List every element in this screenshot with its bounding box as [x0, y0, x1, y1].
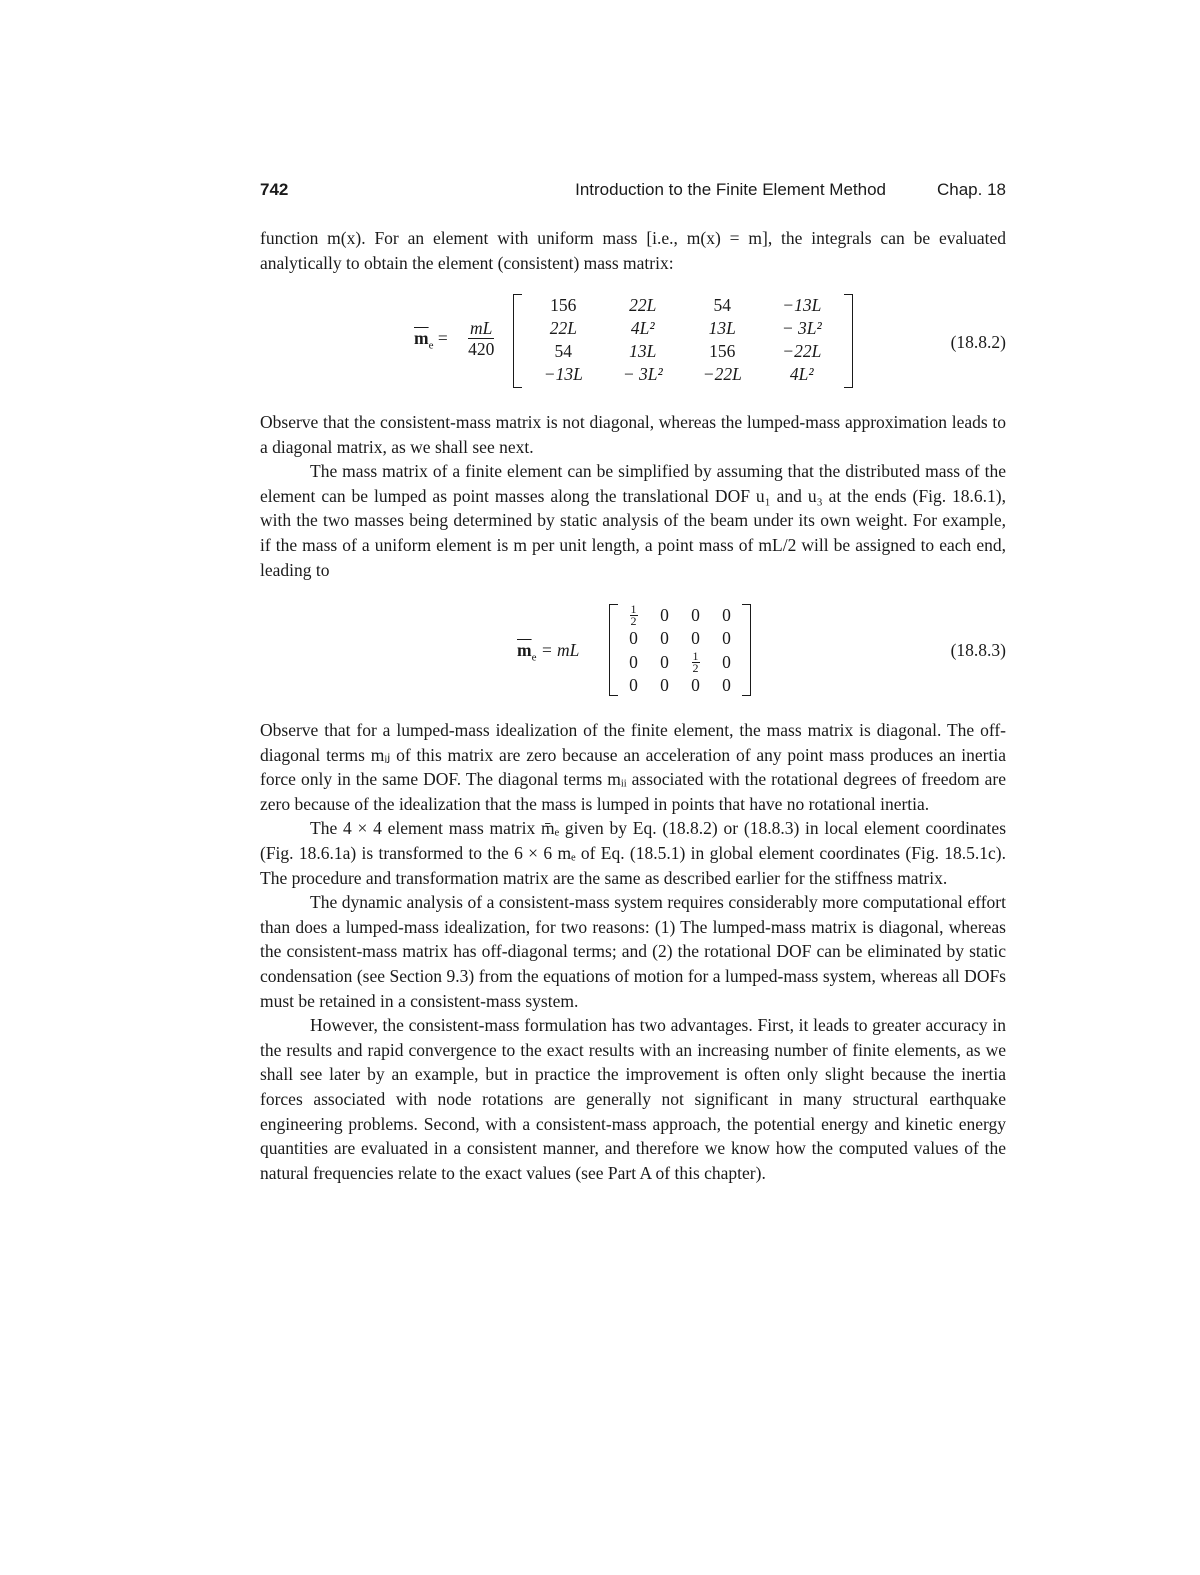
eq2-cell: 0: [660, 628, 669, 649]
eq2-matrix-row: [618, 674, 742, 697]
eq2-cell: 0: [722, 628, 731, 649]
eq2-cell: 0: [722, 674, 731, 695]
eq1-cell: 22L: [549, 318, 577, 338]
eq1-cell: 13L: [629, 341, 657, 361]
page-header: [260, 176, 1006, 204]
eq1-lhs-symbol: $\overline{m}$: [414, 328, 429, 348]
eq2-cell: 0: [629, 674, 638, 695]
eq2-half-denominator: 2: [630, 614, 637, 629]
eq1-lhs-subscript: e: [428, 339, 434, 352]
eq2-number: (18.8.3): [950, 640, 1006, 660]
eq1-scalar-fraction: [468, 318, 494, 359]
eq2-cell: 0: [691, 628, 700, 649]
eq1-lhs: [414, 328, 448, 352]
eq1-matrix-row: [524, 317, 842, 340]
eq1-matrix: [524, 294, 842, 386]
eq2-cell-half: [618, 604, 649, 627]
eq2-equals-ml: = mL: [540, 640, 580, 660]
eq1-fraction-numerator: mL: [470, 318, 493, 338]
eq1-cell: − 3L²: [622, 364, 663, 384]
equation-18-8-2: [260, 292, 1006, 392]
eq2-cell: 0: [660, 674, 669, 695]
eq1-cell: 54: [713, 295, 732, 315]
eq1-cell: −13L: [543, 364, 583, 384]
eq1-cell: −22L: [782, 341, 822, 361]
eq2-left-bracket: [609, 604, 618, 696]
intro-paragraph: [260, 226, 1006, 275]
eq2-cell: 0: [722, 605, 731, 626]
eq1-cell: 4L²: [789, 364, 814, 384]
paragraph-5: The 4 × 4 element mass matrix m̄ₑ given by Eq. (18.8.2) or (18.8.3) in local element coordinates (Fig. 18.6.1a) is transformed to the 6 × 6 mₑ of Eq. (18.5.1) in global element coordinates (Fig. 18.5.1c). The procedure and transformation matrix are the same as described earlier for the stiffness matrix.: [260, 818, 1006, 888]
eq2-cell: 0: [691, 674, 700, 695]
eq2-matrix-row: [618, 627, 742, 650]
eq1-equals: =: [437, 328, 448, 348]
eq1-cell: 156: [550, 295, 577, 315]
eq2-lhs: [517, 640, 579, 664]
equation-18-8-3: [260, 600, 1006, 700]
eq1-right-bracket: [844, 294, 853, 388]
paragraph-7: However, the consistent-mass formulation has two advantages. First, it leads to greater accuracy in the results and rapid convergence to the exact results with an increasing number of finite elements, as we shall see later by an example, but in practice the improvement is often only slight because the inertia forces associated with node rotations are generally not significant in many structural earthquake engineering problems. Second, with a consistent-mass approach, the potential energy and kinetic energy quantities are evaluated in a consistent manner, and therefore we know how the computed values of the natural frequencies relate to the exact values (see Part A of this chapter).: [260, 1015, 1006, 1183]
paragraph-4: Observe that for a lumped-mass idealization of the finite element, the mass matrix is diagonal. The off-diagonal terms mᵢⱼ of this matrix are zero because an acceleration of any point mass produces an inertia force only in the same DOF. The diagonal terms mᵢᵢ associated with the rotational degrees of freedom are zero because of the idealization that the mass is lumped in points that have no rotational inertia.: [260, 720, 1006, 814]
body-text-2: [260, 718, 1006, 1185]
eq1-cell: 156: [709, 341, 736, 361]
eq2-half-numerator: 1: [692, 648, 699, 663]
eq1-cell: 4L²: [630, 318, 655, 338]
eq1-matrix-row: [524, 294, 842, 317]
intro-text: function m(x). For an element with uniform mass [i.e., m(x) = m], the integrals can be evaluated analytically to obtain the element (consistent) mass matrix:: [260, 228, 1006, 273]
eq1-fraction-denominator: 420: [468, 339, 495, 359]
eq1-matrix-row: [524, 363, 842, 386]
eq1-cell: −13L: [782, 295, 822, 315]
eq2-right-bracket: [742, 604, 751, 696]
running-title: Introduction to the Finite Element Method: [575, 180, 886, 199]
eq2-matrix-row: [618, 650, 742, 673]
eq2-cell-half: [680, 650, 711, 673]
eq1-cell: −22L: [702, 364, 742, 384]
paragraph-2: Observe that the consistent-mass matrix is not diagonal, whereas the lumped-mass approximation leads to a diagonal matrix, as we shall see next.: [260, 412, 1006, 457]
eq2-cell: 0: [691, 605, 700, 626]
eq2-cell: 0: [629, 628, 638, 649]
eq2-matrix-row: [618, 604, 742, 627]
chapter-label: Chap. 18: [937, 180, 1006, 199]
eq2-half-denominator: 2: [692, 660, 699, 675]
eq1-cell: − 3L²: [781, 318, 822, 338]
eq1-cell: 13L: [708, 318, 736, 338]
eq2-matrix: [618, 604, 742, 697]
eq2-lhs-subscript: e: [531, 651, 537, 664]
eq2-cell: 0: [722, 651, 731, 672]
page-number: 742: [260, 180, 289, 199]
eq1-number: (18.8.2): [950, 332, 1006, 352]
eq2-cell: 0: [660, 605, 669, 626]
eq2-half-numerator: 1: [630, 602, 637, 617]
eq2-cell: 0: [660, 651, 669, 672]
eq2-lhs-symbol: $\overline{m}$: [517, 640, 532, 660]
eq1-cell: 54: [554, 341, 573, 361]
body-text: [260, 410, 1006, 582]
eq1-cell: 22L: [629, 295, 657, 315]
eq1-matrix-row: [524, 340, 842, 363]
eq1-left-bracket: [513, 294, 522, 388]
paragraph-6: The dynamic analysis of a consistent-mass system requires considerably more computational effort than does a lumped-mass idealization, for two reasons: (1) The lumped-mass matrix is diagonal, whereas the consistent-mass matrix has off-diagonal terms; and (2) the rotational DOF can be eliminated by static condensation (see Section 9.3) from the equations of motion for a lumped-mass system, whereas all DOFs must be retained in a consistent-mass system.: [260, 892, 1006, 1011]
paragraph-3: The mass matrix of a finite element can be simplified by assuming that the distributed mass of the element can be lumped as point masses along the translational DOF u₁ and u₃ at the ends (Fig. 18.6.1), with the two masses being determined by static analysis of the beam under its own weight. For example, if the mass of a uniform element is m per unit length, a point mass of mL/2 will be assigned to each end, leading to: [260, 461, 1006, 580]
eq2-cell: 0: [629, 651, 638, 672]
